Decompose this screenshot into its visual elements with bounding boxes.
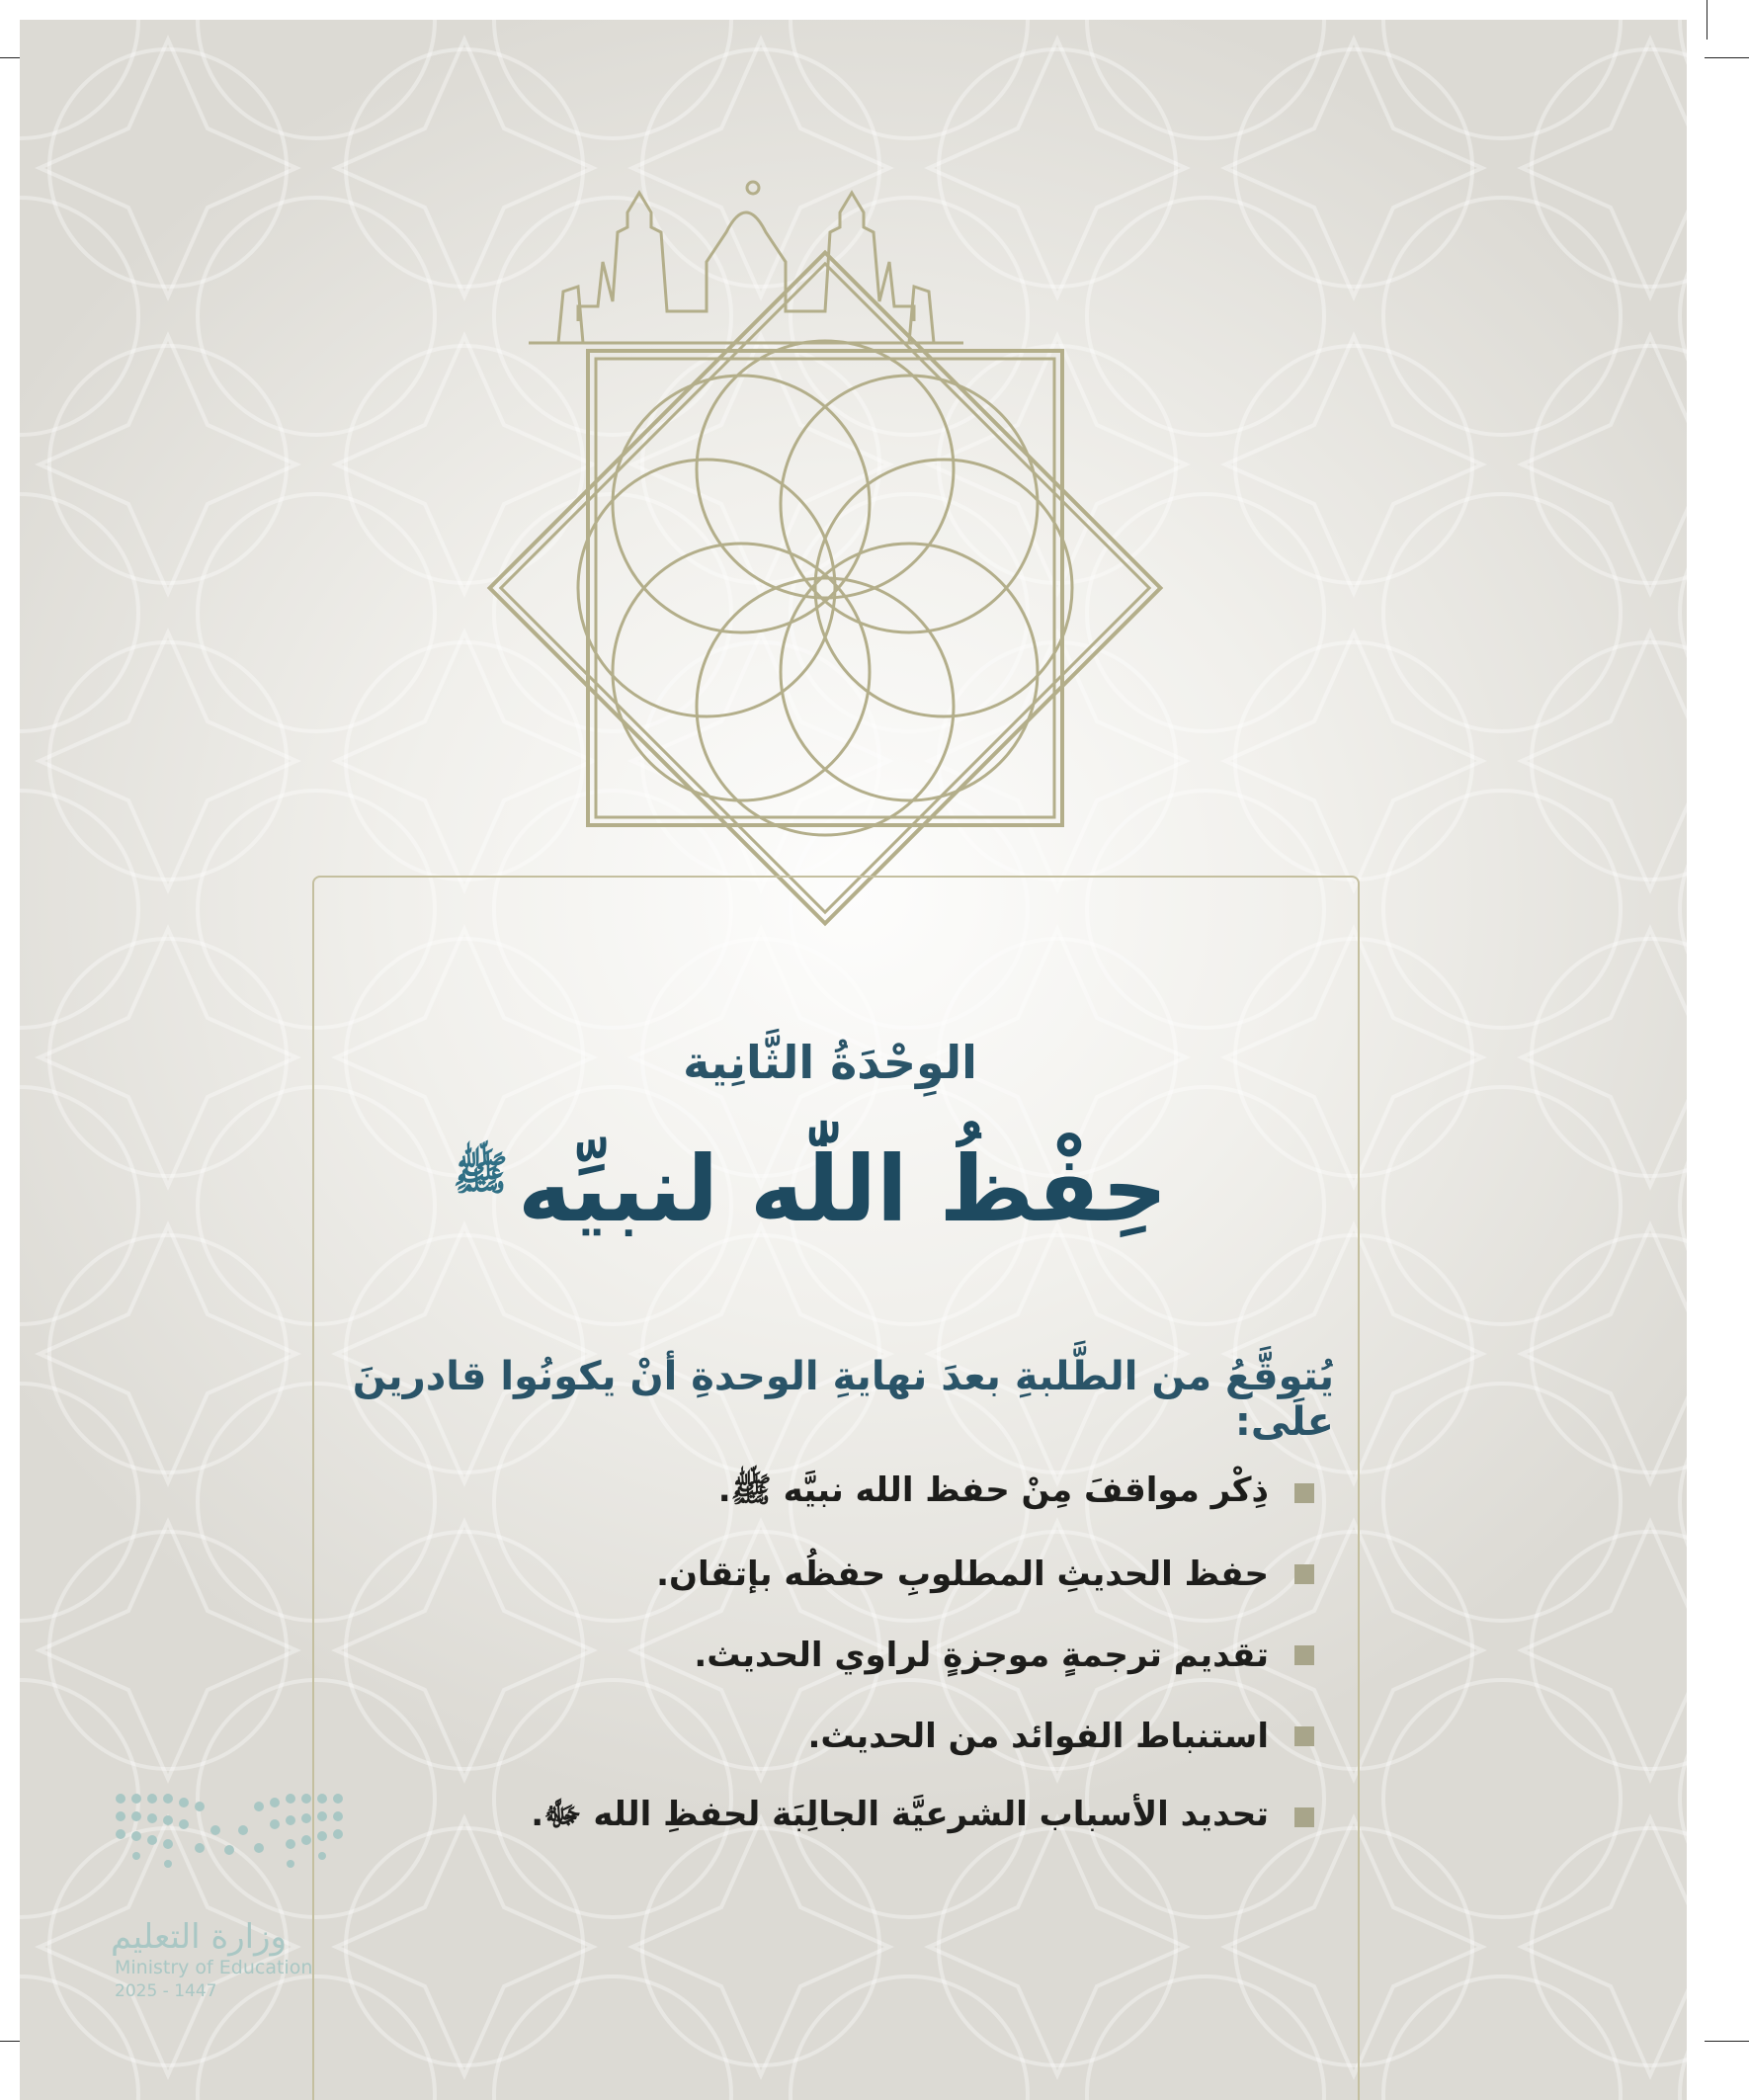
objectives-intro: يُتوقَّعُ من الطَّلبةِ بعدَ نهايةِ الوحدةِ أنْ يكونُوا قادرينَ علَى: [352,1354,1334,1445]
ministry-year: 2025 - 1447 [115,1981,217,2001]
ministry-name-arabic: وزارة التعليم [111,1917,287,1957]
objective-text: تحديد الأسباب الشرعيَّة الجالِبَة لحفظِ الله ﷻ. [531,1794,1269,1834]
objective-text: حفظ الحديثِ المطلوبِ حفظُه بإتقان. [656,1554,1269,1594]
objective-item [415,1534,1314,1615]
objective-text: تقديم ترجمةٍ موجزةٍ لراوي الحديث. [694,1636,1269,1675]
bullet-square [1294,1564,1314,1584]
unit-title-text: حِفْظُ اللّٰه لنبيِّه [518,1136,1168,1242]
salawat-honorific: ﷺ [453,1146,509,1201]
unit-label: الوِحْدَةُ الثَّانِية [683,1036,977,1089]
ministry-name-english: Ministry of Education [115,1957,313,1978]
bullet-square [1294,1645,1314,1665]
bullet-square [1294,1483,1314,1503]
objective-item [415,1777,1314,1858]
bullet-square [1294,1807,1314,1827]
objective-item [415,1696,1314,1777]
page [20,20,1687,2100]
crop-mark [1705,57,1749,58]
crop-mark [1705,2041,1749,2042]
objectives-list [415,1453,1314,1858]
objective-text: استنباط الفوائد من الحديث. [807,1717,1269,1756]
bullet-square [1294,1726,1314,1746]
objective-text: ذِكْر مواقفَ مِنْ حفظ الله نبيَّه ﷺ. [717,1470,1269,1510]
objective-item [415,1615,1314,1696]
mosque-star-emblem [469,114,1240,1003]
unit-title [316,1136,1304,1242]
objective-item [415,1453,1314,1534]
